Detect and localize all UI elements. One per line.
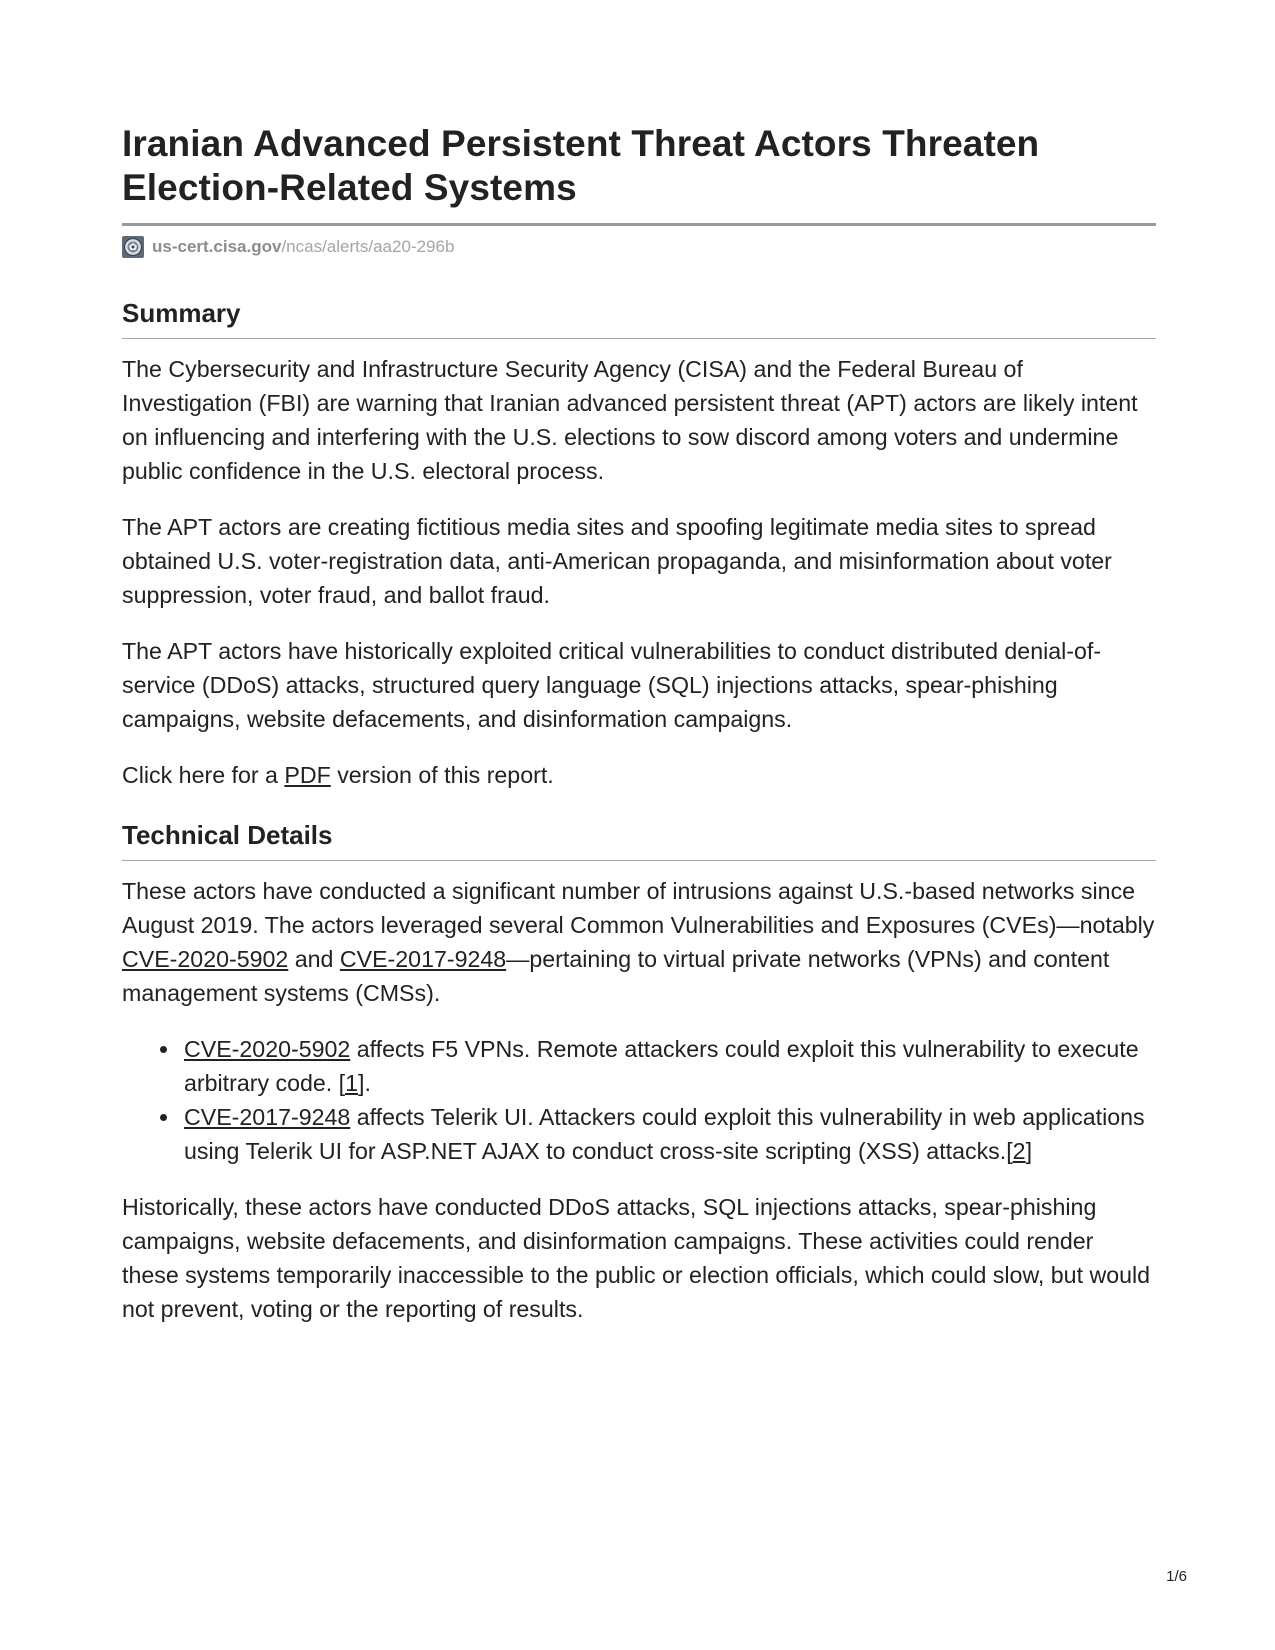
page-number: 1/6 [1166, 1568, 1187, 1585]
summary-heading: Summary [122, 298, 241, 328]
technical-text-1: These actors have conducted a significant number of intrusions against U.S.-based networks since August 2019. The actors leveraged several Common Vulnerabilities and Exposures (CVEs)—notably [122, 878, 1155, 938]
technical-paragraph-1 [122, 874, 1156, 1010]
pdf-paragraph [122, 758, 1156, 792]
title-divider [122, 223, 1156, 226]
source-url[interactable] [122, 237, 1156, 257]
bullet-icon [160, 1114, 167, 1121]
source-path[interactable]: /ncas/alerts/aa20-296b [281, 237, 455, 256]
pdf-text-before: Click here for a [122, 762, 285, 788]
cve-list [122, 1032, 1156, 1168]
cve-2020-5902-list-link[interactable]: CVE-2020-5902 [184, 1036, 351, 1062]
technical-text-3: —pertaining to virtual private networks (VPNs) and content management systems (CMSs). [122, 946, 1110, 1006]
bullet-text-end: ]. [358, 1070, 371, 1096]
reference-link-2[interactable]: 2 [1012, 1138, 1026, 1164]
technical-details-divider [122, 860, 1156, 861]
summary-divider [122, 338, 1156, 339]
pdf-text-after: version of this report. [330, 762, 554, 788]
bullet-text-end: ] [1025, 1138, 1033, 1164]
article-title-line-2: Election-Related Systems [122, 167, 577, 208]
bullet-text: affects F5 VPNs. Remote attackers could exploit this vulnerability to execute arbitrary code. [ [184, 1036, 1139, 1096]
technical-details-heading: Technical Details [122, 820, 333, 850]
cve-2017-9248-list-link[interactable]: CVE-2017-9248 [184, 1104, 351, 1130]
list-item [184, 1032, 1156, 1100]
article-title [122, 122, 1156, 210]
article [122, 122, 1156, 1326]
pdf-link[interactable]: PDF [284, 762, 331, 788]
list-item [184, 1100, 1156, 1168]
cisa-seal-icon [122, 236, 144, 258]
technical-text-2: and [288, 946, 340, 972]
summary-paragraph-1: The Cybersecurity and Infrastructure Security Agency (CISA) and the Federal Bureau of Investigation (FBI) are warning that Iranian advanced persistent threat (APT) actors are likely intent on influencing and interfering with the U.S. elections to sow discord among voters and undermine public confidence in the U.S. electoral process. [122, 356, 1138, 484]
technical-paragraph-2: Historically, these actors have conducted DDoS attacks, SQL injections attacks, spear-phishing campaigns, website defacements, and disinformation campaigns. These activities could render these systems temporarily inaccessible to the public or election officials, which could slow, but would not prevent, voting or the reporting of results. [122, 1194, 1151, 1322]
reference-link-1[interactable]: 1 [345, 1070, 358, 1096]
source-domain[interactable]: us-cert.cisa.gov [152, 237, 282, 256]
bullet-text: affects Telerik UI. Attackers could exploit this vulnerability in web applications using Telerik UI for ASP.NET AJAX to conduct cross-site scripting (XSS) attacks.[ [184, 1104, 1145, 1164]
bullet-icon [160, 1046, 167, 1053]
summary-paragraph-3: The APT actors have historically exploited critical vulnerabilities to conduct distributed denial-of-service (DDoS) attacks, structured query language (SQL) injections attacks, spear-phishing campaigns, website defacements, and disinformation campaigns. [122, 638, 1102, 732]
summary-paragraph-2: The APT actors are creating fictitious media sites and spoofing legitimate media sites to spread obtained U.S. voter-registration data, anti-American propaganda, and misinformation about voter suppression, voter fraud, and ballot fraud. [122, 514, 1112, 608]
cve-2020-5902-link[interactable]: CVE-2020-5902 [122, 946, 289, 972]
cve-2017-9248-link[interactable]: CVE-2017-9248 [339, 946, 507, 972]
article-title-line-1: Iranian Advanced Persistent Threat Actors Threaten [122, 123, 1040, 164]
